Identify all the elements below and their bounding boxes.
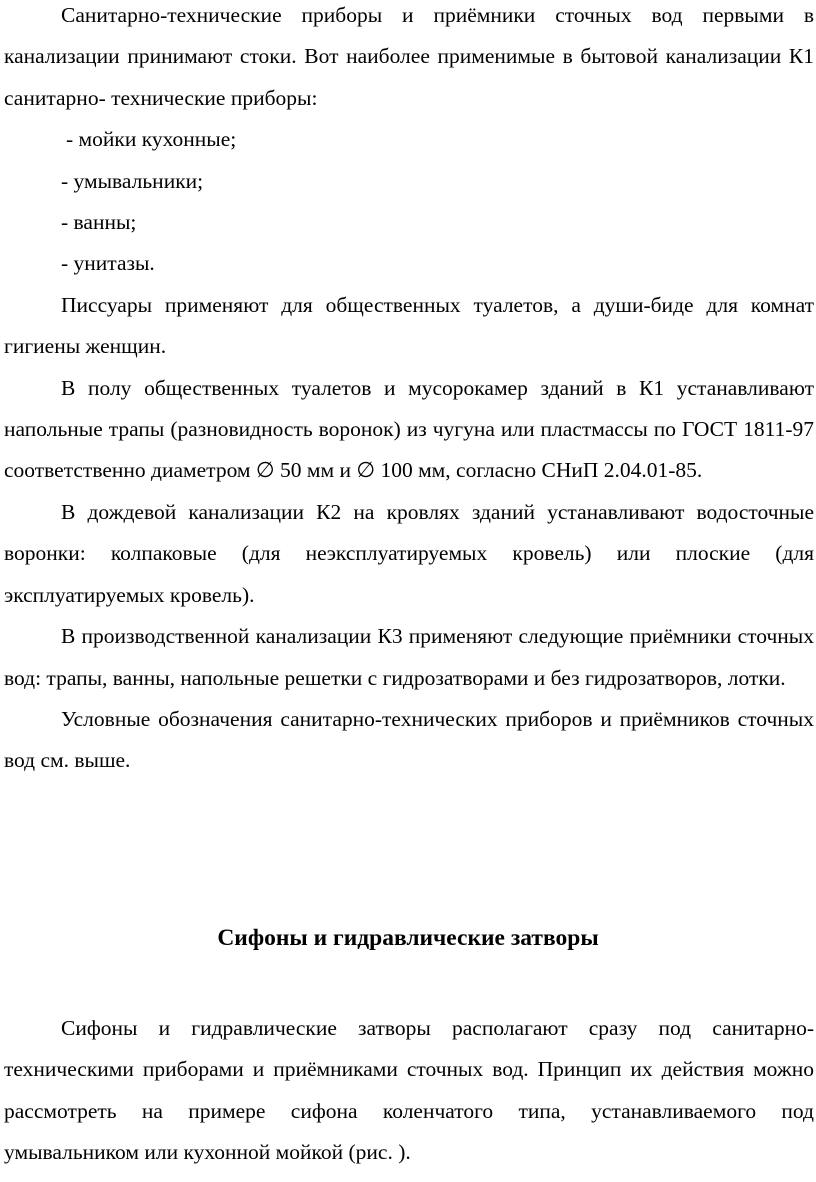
paragraph-rain-sewer: В дождевой канализации К2 на кровлях зданий устанавливают водосточные воронки: колпаковые (для неэксплуатируемых кровель) или плоские (для эксплуатируемых кровель). <box>4 499 814 607</box>
section-paragraph: Сифоны и гидравлические затворы располагают сразу под санитарно-техническими приборами и приёмниками сточных вод. Принцип их действия можно рассмотреть на примере сифона коленчатого типа, устанавливаемого под умывальником или кухонной мойкой (рис. ). <box>4 1016 814 1165</box>
list-item: - мойки кухонные; <box>66 127 237 152</box>
paragraph-floor-drains: В полу общественных туалетов и мусорокамер зданий в К1 устанавливают напольные трапы (разновидность воронок) из чугуна или пластмассы по ГОСТ 1811-97 соответственно диаметром ∅ 50 мм и ∅ 100 мм, согласно СНиП 2.04.01-85. <box>4 375 814 483</box>
paragraph-urinals: Писсуары применяют для общественных туалетов, а души-биде для комнат гигиены женщин. <box>4 292 814 359</box>
fixtures-list <box>4 119 814 285</box>
section-heading: Сифоны и гидравлические затворы <box>217 925 599 951</box>
paragraph-industrial-sewer: В производственной канализации К3 применяют следующие приёмники сточных вод: трапы, ванны, напольные решетки с гидрозатворами и без гидрозатворов, лотки. <box>4 624 814 690</box>
paragraph-symbols-note: Условные обозначения санитарно-технических приборов и приёмников сточных вод см. выше. <box>4 706 814 773</box>
list-item: - ванны; <box>61 210 137 235</box>
intro-paragraph: Санитарно-технические приборы и приёмники сточных вод первыми в канализации принимают стоки. Вот наиболее применимые в бытовой канализации К1 санитарно- технические приборы: <box>4 3 814 110</box>
list-item: - унитазы. <box>61 251 155 276</box>
section-body <box>4 1008 814 1174</box>
list-item: - умывальники; <box>61 168 204 193</box>
